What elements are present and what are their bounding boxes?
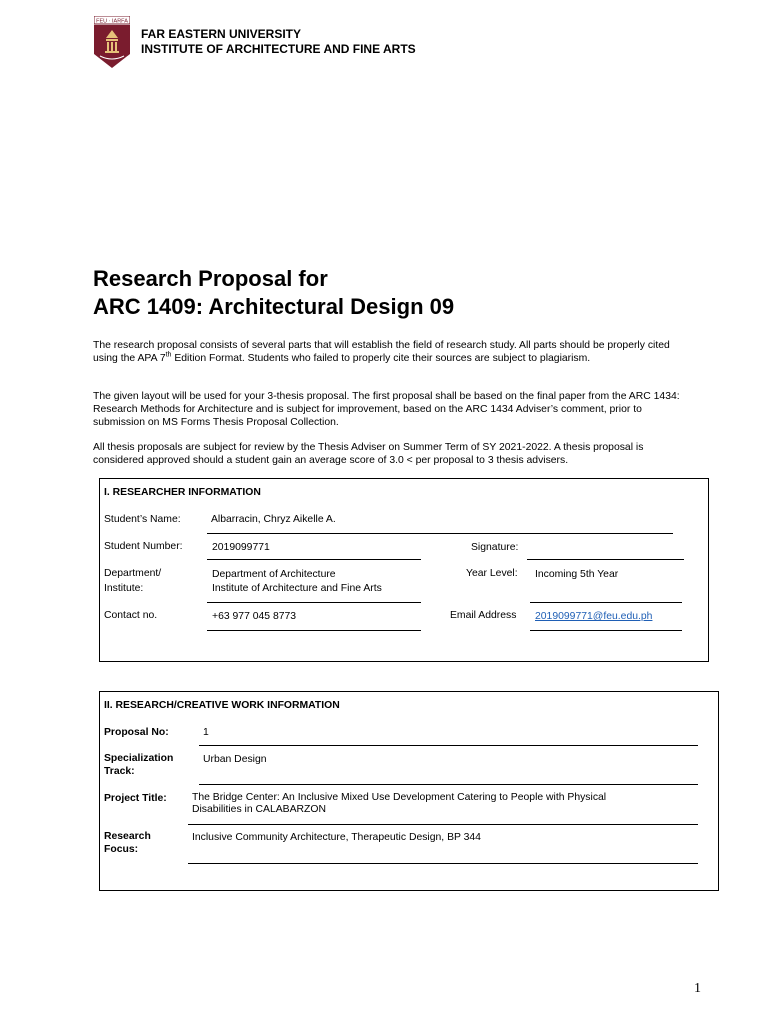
project-title-value-1: The Bridge Center: An Inclusive Mixed Use Development Catering to People with Physical [192,792,607,803]
contact-value: +63 977 045 8773 [212,611,297,622]
proposal-no-line [199,745,698,746]
department-line [207,602,421,603]
intro-paragraph-1: The research proposal consists of several parts that will establish the field of research study. All parts should be properly cited using the APA 7th Edition Format. Students who failed to properly cite their sources are subject to plagiarism. [93,340,670,364]
contact-line [207,630,421,631]
research-focus-label-1: Research [104,831,151,842]
project-title-label: Project Title: [104,793,167,804]
page-number: 1 [694,981,701,996]
intro-paragraph-3: All thesis proposals are subject for review by the Thesis Adviser on Summer Term of SY 2021-2022. A thesis proposal is considered approved should a student gain an average score of 3.0 < per proposal to 3 thesis advisers. [93,442,644,466]
department-value-1: Department of Architecture [212,569,336,580]
signature-line [527,559,684,560]
student-number-value: 2019099771 [212,542,270,553]
logo-text: FEU · IARFA [96,18,128,25]
university-name: FAR EASTERN UNIVERSITY [141,27,302,41]
year-level-line [530,602,682,603]
research-focus-value: Inclusive Community Architecture, Therapeutic Design, BP 344 [192,832,481,843]
student-name-line [207,533,673,534]
institute-name: INSTITUTE OF ARCHITECTURE AND FINE ARTS [141,42,416,56]
specialization-line [199,784,698,785]
specialization-label-1: Specialization [104,753,174,764]
department-value-2: Institute of Architecture and Fine Arts [212,583,382,594]
feu-logo [94,16,130,68]
email-label: Email Address [450,610,517,621]
proposal-no-label: Proposal No: [104,727,169,738]
project-title-line [188,824,698,825]
specialization-value: Urban Design [203,754,267,765]
specialization-label-2: Track: [104,766,135,777]
department-label-2: Institute: [104,583,144,594]
research-focus-line [188,863,698,864]
student-name-value: Albarracin, Chryz Aikelle A. [211,514,336,525]
title-line-1: Research Proposal for [93,266,328,291]
title-line-2: ARC 1409: Architectural Design 09 [93,294,455,319]
year-level-value: Incoming 5th Year [535,569,619,580]
work-info-heading: II. RESEARCH/CREATIVE WORK INFORMATION [104,700,340,711]
work-info-box [99,691,719,891]
intro-paragraph-2: The given layout will be used for your 3-thesis proposal. The first proposal shall be based on the final paper from the ARC 1434: Research Methods for Architecture and is subject for improvement, based on the ARC 1434 Adviser’s comment, prior to submission on MS Forms Thesis Proposal Collection. [93,391,680,428]
student-name-label: Student’s Name: [104,514,181,525]
project-title-value-2: Disabilities in CALABARZON [192,804,326,815]
email-link[interactable]: 2019099771@feu.edu.ph [535,611,653,622]
year-level-label: Year Level: [466,568,518,579]
proposal-no-value: 1 [203,727,209,738]
department-label-1: Department/ [104,568,162,579]
researcher-info-heading: I. RESEARCHER INFORMATION [104,487,261,498]
student-number-label: Student Number: [104,541,183,552]
student-number-line [207,559,421,560]
email-line [530,630,682,631]
contact-label: Contact no. [104,610,158,621]
signature-label: Signature: [471,542,519,553]
research-focus-label-2: Focus: [104,844,139,855]
